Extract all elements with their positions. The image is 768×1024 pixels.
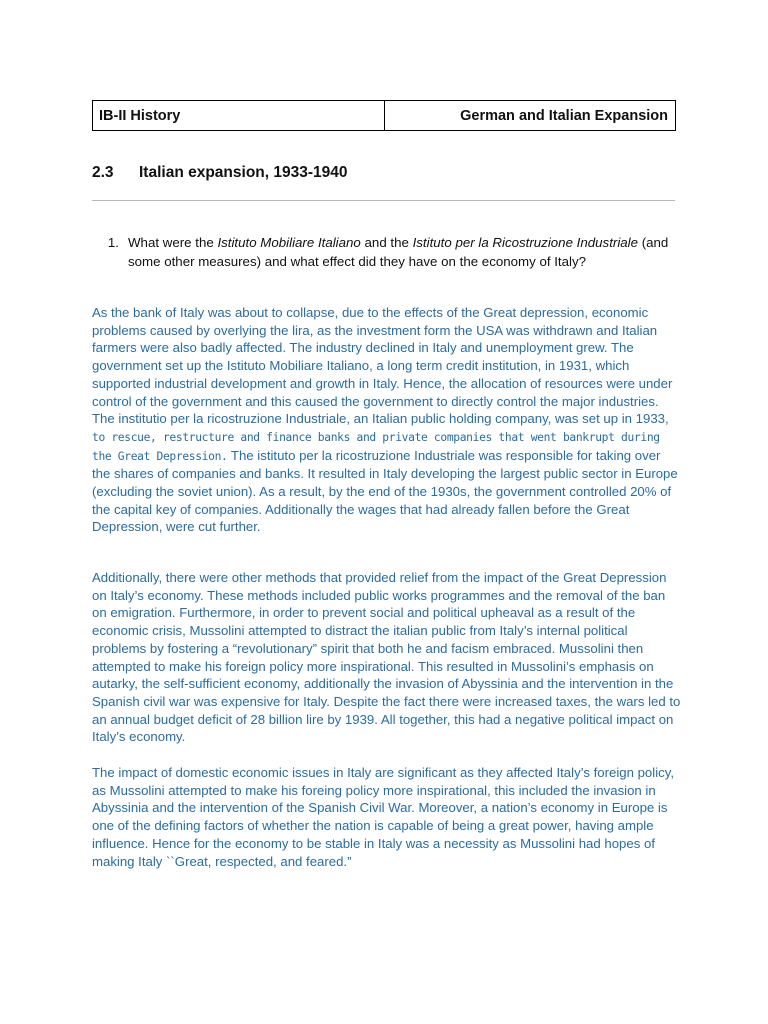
section-title: Italian expansion, 1933-1940 [139,164,348,181]
question-text-part: What were the [128,235,218,250]
section-number: 2.3 [92,164,114,181]
course-title: IB-II History [93,101,385,130]
divider [92,200,675,201]
answer-text: As the bank of Italy was about to collapse, due to the effects of the Great depression, economic problems caused by overlying the lira, as the investment form the USA was withdrawn and Italian farmers were also badly affected. The industry declined in Italy and unemployment grew. The government set up the Istituto Mobiliare Italiano, a long term credit institution, in 1931, which supported industrial development and growth in Italy. Hence, the allocation of resources were under control of the government and this caused the government to directly control the major industries. The institutio per la ricostruzione Industriale, an Italian public holding company, was set up in 1933, [92,305,673,427]
answer-paragraph-3: The impact of domestic economic issues in Italy are significant as they affected Italy’s foreign policy, as Mussolini attempted to make his foreing policy more inspirational, this included the invasion in Abyssinia and the intervention of the Spanish Civil War. Moreover, a nation’s economy in Europe is one of the defining factors of whether the nation is capable of being a great power, having ample influence. Hence for the economy to be stable in Italy was a necessity as Mussolini had hopes of making Italy ``Great, respected, and feared.” [92,765,674,869]
answer-text: The istituto per la ricostruzione Industriale was responsible for taking over the shares of companies and banks. It resulted in Italy developing the largest public sector in Europe (excluding the soviet union). As a result, by the end of the 1930s, the government controlled 20% of the capital key of companies. Additionally the wages that had already fallen before the Great Depression, were cut further. [92,447,678,535]
question-term-imi: Istituto Mobiliare Italiano [217,235,361,250]
question-number: 1. [107,235,119,250]
unit-title: German and Italian Expansion [460,107,668,124]
question-text-part: (and some other measures) and what effect did they have on the economy of Italy? [128,235,669,269]
answer-paragraph-1 [92,304,682,536]
question-text [128,233,682,271]
section-heading [92,164,348,182]
header-table [92,100,676,131]
answer-paragraph-2: Additionally, there were other methods that provided relief from the impact of the Great Depression on Italy’s economy. These methods included public works programmes and the removal of the ban on emigration. Furthermore, in order to prevent social and political upheaval as a result of the economic crisis, Mussolini attempted to distract the italian public from Italy’s internal political problems by fostering a “revolutionary” spirit that both he and facism embraced. Mussolini then attempted to make his foreign policy more inspirational. This resulted in Mussolini’s emphasis on autarky, the self-sufficient economy, additionally the invasion of Abyssinia and the intervention in the Spanish civil war was expensive for Italy. Despite the fact there were increased taxes, the wars led to an annual budget deficit of 28 billion lire by 1939. All together, this had a negative political impact on Italy’s economy. [92,570,681,745]
question-text-part: and the [360,235,413,250]
answer-quoted-text: to rescue, restructure and finance banks and private companies that went bankrupt during the Great Depression. [92,430,660,463]
question-item [92,233,682,271]
question-term-iri: Istituto per la Ricostruzione Industriale [412,235,639,250]
